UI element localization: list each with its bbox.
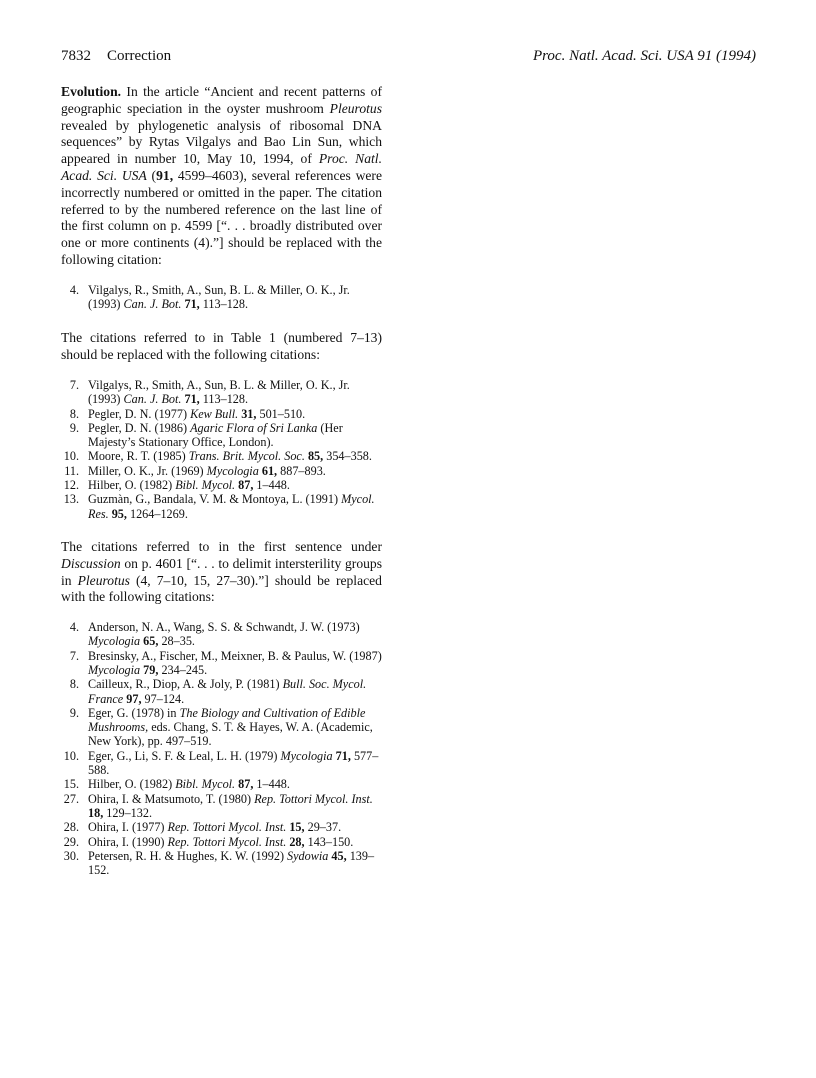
reference-pages: 501–510.	[256, 406, 306, 421]
intro-paragraph	[61, 84, 382, 269]
reference-source: The Biology and Cultivation of Edible Mushrooms,	[88, 705, 366, 735]
reference-authors: Hilber, O. (1982)	[88, 478, 176, 493]
reference-source: Mycol. Res.	[88, 492, 375, 521]
reference-volume: 65,	[143, 634, 159, 649]
intro-text: revealed by phylogenetic analysis of ribosomal DNA sequences” by Rytas Vilgalys and Bao Lin Sun, which appeared in number 10, May 10, 1994, of	[61, 117, 382, 167]
main-column	[61, 84, 382, 877]
reference-volume: 45,	[331, 848, 347, 863]
reference-number: 30.	[63, 848, 79, 863]
volume-number: 91,	[156, 167, 174, 183]
reference-source: Can. J. Bot.	[123, 392, 182, 407]
table-citations-paragraph: The citations referred to in Table 1 (numbered 7–13) should be replaced with the following citations:	[61, 330, 382, 363]
genus-name: Pleurotus	[77, 572, 130, 588]
reference-item	[61, 649, 382, 678]
reference-source: Bibl. Mycol.	[175, 777, 236, 792]
reference-source: Mycologia	[88, 634, 141, 649]
reference-number: 4.	[69, 620, 79, 635]
reference-volume: 97,	[126, 691, 142, 706]
reference-pages: 234–245.	[158, 663, 208, 677]
discussion-citations-paragraph	[61, 539, 382, 606]
reference-authors: Anderson, N. A., Wang, S. S. & Schwandt, J. W. (1973)	[88, 620, 360, 635]
reference-item	[61, 749, 382, 778]
reference-authors: Eger, G. (1978) in	[88, 705, 180, 720]
journal-name: Proc. Natl. Acad. Sci. USA	[61, 151, 382, 183]
reference-number: 8.	[69, 677, 79, 692]
reference-volume: 61,	[261, 463, 278, 478]
reference-item	[61, 820, 382, 834]
reference-pages: 113–128.	[199, 392, 249, 407]
reference-number: 15.	[63, 777, 79, 792]
reference-item	[61, 706, 382, 749]
reference-pages: 129–132.	[103, 805, 152, 820]
reference-volume: 28,	[289, 834, 305, 849]
reference-source: Rep. Tottori Mycol. Inst.	[167, 834, 287, 849]
reference-volume: 95,	[111, 506, 127, 521]
reference-pages: 1264–1269.	[126, 506, 188, 521]
reference-authors: Miller, O. K., Jr. (1969)	[88, 463, 207, 478]
reference-number: 13.	[63, 492, 79, 507]
intro-text: (	[146, 167, 157, 183]
reference-number: 9.	[69, 420, 79, 435]
reference-authors: Moore, R. T. (1985)	[88, 449, 189, 464]
reference-volume: 71,	[184, 392, 200, 407]
reference-source: Mycologia	[206, 463, 259, 478]
reference-pages: 97–124.	[141, 691, 185, 706]
reference-number: 4.	[69, 282, 79, 297]
reference-number: 9.	[69, 705, 79, 720]
reference-source: Rep. Tottori Mycol. Inst.	[254, 791, 373, 806]
reference-volume: 87,	[238, 777, 254, 792]
reference-pages: eds. Chang, S. T. & Hayes, W. A. (Academic, New York), pp. 497–519.	[88, 720, 373, 749]
reference-volume: 71,	[184, 297, 200, 312]
section-name: Discussion	[61, 555, 121, 571]
discussion-text: (4, 7–10, 15, 27–30).”] should be replaced with the following citations:	[61, 572, 382, 605]
reference-number: 27.	[63, 791, 79, 806]
reference-list-first-column	[61, 283, 382, 312]
reference-volume: 79,	[143, 663, 159, 677]
reference-number: 29.	[63, 834, 79, 849]
reference-authors: Vilgalys, R., Smith, A., Sun, B. L. & Miller, O. K., Jr. (1993)	[88, 377, 350, 407]
reference-pages: 113–128.	[199, 297, 249, 312]
discussion-text: on p. 4601 [“. . . to delimit intersterility groups in	[61, 555, 382, 588]
reference-pages: 1–448.	[253, 478, 290, 493]
journal-citation: Proc. Natl. Acad. Sci. USA 91 (1994)	[532, 48, 756, 64]
reference-pages: 354–358.	[323, 449, 372, 464]
reference-authors: Ohira, I. (1977)	[88, 820, 168, 835]
reference-list-table	[61, 378, 382, 521]
reference-item	[61, 449, 382, 463]
subject-lead: Evolution.	[61, 84, 122, 99]
reference-pages: 139–152.	[88, 848, 375, 878]
reference-item	[61, 620, 382, 649]
reference-number: 11.	[64, 463, 79, 478]
reference-list-discussion	[61, 620, 382, 877]
reference-source: Mycologia	[280, 748, 333, 763]
reference-item	[61, 849, 382, 878]
reference-item	[61, 492, 382, 521]
reference-item	[61, 792, 382, 821]
reference-volume: 31,	[241, 406, 257, 421]
reference-pages: 577–588.	[88, 748, 379, 778]
running-header	[61, 46, 756, 66]
reference-source: Bull. Soc. Mycol. France	[88, 677, 367, 706]
reference-authors: Petersen, R. H. & Hughes, K. W. (1992)	[88, 848, 288, 863]
reference-authors: Ohira, I. & Matsumoto, T. (1980)	[88, 791, 255, 806]
reference-number: 7.	[69, 377, 79, 392]
reference-item	[61, 777, 382, 791]
reference-pages: 1–448.	[253, 777, 290, 792]
reference-item	[61, 283, 382, 312]
reference-volume: 87,	[238, 478, 254, 493]
reference-source: Bibl. Mycol.	[175, 478, 236, 493]
reference-volume: 18,	[88, 805, 104, 820]
reference-authors: Hilber, O. (1982)	[88, 777, 176, 792]
intro-text: 4599–4603), several references were incorrectly numbered or omitted in the paper. The citation referred to by the numbered reference on the last line of the first column on p. 4599 [“. . . broadly distributed over one or more continents (4).”] should be replaced with the following citation:	[61, 167, 382, 267]
reference-authors: Guzmàn, G., Bandala, V. M. & Montoya, L. (1991)	[88, 492, 342, 507]
reference-item	[61, 407, 382, 421]
reference-number: 8.	[69, 406, 79, 421]
reference-authors: Bresinsky, A., Fischer, M., Meixner, B. & Paulus, W. (1987)	[88, 648, 382, 663]
section-title: Correction	[107, 48, 172, 64]
reference-source: Can. J. Bot.	[123, 297, 182, 312]
reference-item	[61, 835, 382, 849]
reference-pages: 887–893.	[277, 463, 326, 478]
reference-authors: Cailleux, R., Diop, A. & Joly, P. (1981)	[88, 677, 283, 692]
page-number: 7832	[61, 48, 91, 64]
reference-authors: Ohira, I. (1990)	[88, 834, 168, 849]
reference-pages: 143–150.	[304, 834, 354, 849]
reference-number: 7.	[69, 648, 79, 663]
reference-pages: (Her Majesty’s Stationary Office, London).	[88, 420, 343, 450]
reference-item	[61, 677, 382, 706]
reference-source: Rep. Tottori Mycol. Inst.	[167, 820, 287, 835]
reference-volume: 15,	[289, 820, 305, 835]
reference-authors: Vilgalys, R., Smith, A., Sun, B. L. & Miller, O. K., Jr. (1993)	[88, 282, 350, 312]
reference-authors: Pegler, D. N. (1977)	[88, 406, 191, 421]
reference-source: Agaric Flora of Sri Lanka	[190, 420, 318, 435]
reference-pages: 29–37.	[304, 820, 342, 835]
reference-item	[61, 464, 382, 478]
reference-number: 10.	[63, 449, 79, 464]
reference-number: 28.	[63, 820, 79, 835]
reference-authors: Eger, G., Li, S. F. & Leal, L. H. (1979)	[88, 748, 281, 763]
reference-pages: 28–35.	[158, 634, 195, 649]
reference-authors: Pegler, D. N. (1986)	[88, 420, 191, 435]
reference-source: Sydowia	[287, 848, 329, 863]
reference-item	[61, 421, 382, 450]
reference-source: Mycologia	[88, 663, 141, 677]
reference-item	[61, 378, 382, 407]
reference-number: 12.	[63, 478, 79, 493]
discussion-text: The citations referred to in the first sentence under	[61, 538, 382, 554]
reference-volume: 85,	[307, 449, 324, 464]
reference-number: 10.	[63, 748, 79, 763]
reference-source: Trans. Brit. Mycol. Soc.	[188, 449, 305, 464]
genus-name: Pleurotus	[329, 100, 382, 116]
reference-source: Kew Bull.	[190, 406, 239, 421]
intro-text: In the article “Ancient and recent patterns of geographic speciation in the oyster mushroom	[61, 84, 382, 116]
reference-item	[61, 478, 382, 492]
reference-volume: 71,	[335, 748, 351, 763]
